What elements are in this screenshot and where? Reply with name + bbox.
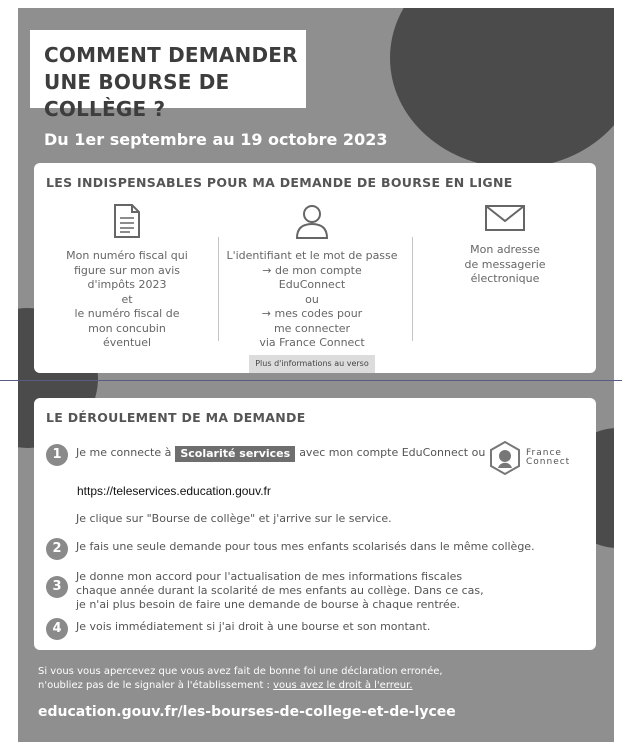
text-line: → de mon compte xyxy=(262,263,362,277)
step-2 xyxy=(46,540,535,560)
error-note xyxy=(38,665,443,693)
requirement-email xyxy=(422,203,588,287)
column-divider xyxy=(412,237,413,341)
teleservices-url[interactable]: https://teleservices.education.gouv.fr xyxy=(77,484,271,498)
page-title xyxy=(44,42,306,123)
requirements-card xyxy=(34,163,596,373)
text-line: EduConnect xyxy=(278,278,346,291)
decorative-shape xyxy=(390,8,614,168)
envelope-icon xyxy=(484,203,526,233)
more-info-badge: Plus d'informations au verso xyxy=(249,355,375,374)
text-line: Mon numéro fiscal qui xyxy=(66,249,188,262)
note-line-2: n'oubliez pas de le signaler à l'établissement : xyxy=(38,680,270,691)
france-connect-text xyxy=(526,449,570,467)
title-line-1: COMMENT DEMANDER xyxy=(44,43,298,67)
text-line: via France Connect xyxy=(259,336,365,349)
text-line: de messagerie xyxy=(464,257,546,271)
text-line: d'impôts 2023 xyxy=(87,278,167,291)
requirement-credentials xyxy=(222,203,402,373)
step-3 xyxy=(46,570,484,612)
text-line: électronique xyxy=(470,272,540,285)
title-line-2: UNE BOURSE DE COLLÈGE ? xyxy=(44,70,230,121)
requirement-fiscal-number xyxy=(42,203,212,351)
process-heading: LE DÉROULEMENT DE MA DEMANDE xyxy=(46,410,306,425)
text-line: mon concubin xyxy=(88,321,166,335)
application-dates: Du 1er septembre au 19 octobre 2023 xyxy=(44,130,388,149)
title-box xyxy=(30,30,306,121)
note-line-1: Si vous vous apercevez que vous avez fait de bonne foi une déclaration erronée, xyxy=(38,666,443,677)
text-line: ou xyxy=(305,292,319,306)
step-text: Je vois immédiatement si j'ai droit à une bourse et son montant. xyxy=(76,620,431,633)
step-1-detail xyxy=(76,512,392,526)
step-text: Je fais une seule demande pour tous mes enfants scolarisés dans le même collège. xyxy=(76,540,535,553)
text-line: Mon adresse xyxy=(470,243,540,256)
step-number: 1 xyxy=(46,444,68,466)
step-4 xyxy=(46,620,430,640)
process-card xyxy=(34,398,596,650)
right-to-error-link[interactable]: vous avez le droit à l'erreur. xyxy=(273,680,413,691)
document-icon xyxy=(112,203,142,239)
text-line: le numéro fiscal de xyxy=(74,307,180,320)
scolarite-services-label: Scolarité services xyxy=(175,446,295,462)
france-connect-logo xyxy=(490,441,570,475)
france-connect-line2: Connect xyxy=(526,457,571,467)
step-number: 4 xyxy=(46,618,68,640)
step-text xyxy=(76,570,484,612)
footer-url[interactable]: education.gouv.fr/les-bourses-de-college-et-de-lycee xyxy=(38,704,456,720)
france-connect-icon xyxy=(490,441,520,475)
step-text: avec mon compte EduConnect ou xyxy=(299,446,486,459)
person-icon xyxy=(295,203,329,239)
step-number: 3 xyxy=(46,576,68,598)
text-line: figure sur mon avis xyxy=(73,263,181,277)
text-line: me connecter xyxy=(273,321,351,335)
text-line: je n'ai plus besoin de faire une demande de bourse à chaque rentrée. xyxy=(76,598,460,611)
step-text: Je clique sur "Bourse de collège" et j'arrive sur le service. xyxy=(76,512,392,525)
requirements-heading: LES INDISPENSABLES POUR MA DEMANDE DE BOURSE EN LIGNE xyxy=(46,175,513,190)
text-line: et xyxy=(121,292,133,306)
france-connect-line1: France xyxy=(526,448,562,458)
text-line: Je donne mon accord pour l'actualisation de mes informations fiscales xyxy=(76,570,463,583)
step-1 xyxy=(46,446,485,466)
text-line: → mes codes pour xyxy=(261,307,363,320)
flyer xyxy=(18,8,614,742)
step-text: Je me connecte à xyxy=(76,446,172,459)
text-line: éventuel xyxy=(102,336,152,349)
fold-line xyxy=(0,380,622,381)
column-divider xyxy=(218,237,219,341)
text-line: chaque année durant la scolarité de mes enfants au collège. Dans ce cas, xyxy=(76,584,484,597)
text-line: L'identifiant et le mot de passe xyxy=(226,249,398,262)
step-number: 2 xyxy=(46,538,68,560)
